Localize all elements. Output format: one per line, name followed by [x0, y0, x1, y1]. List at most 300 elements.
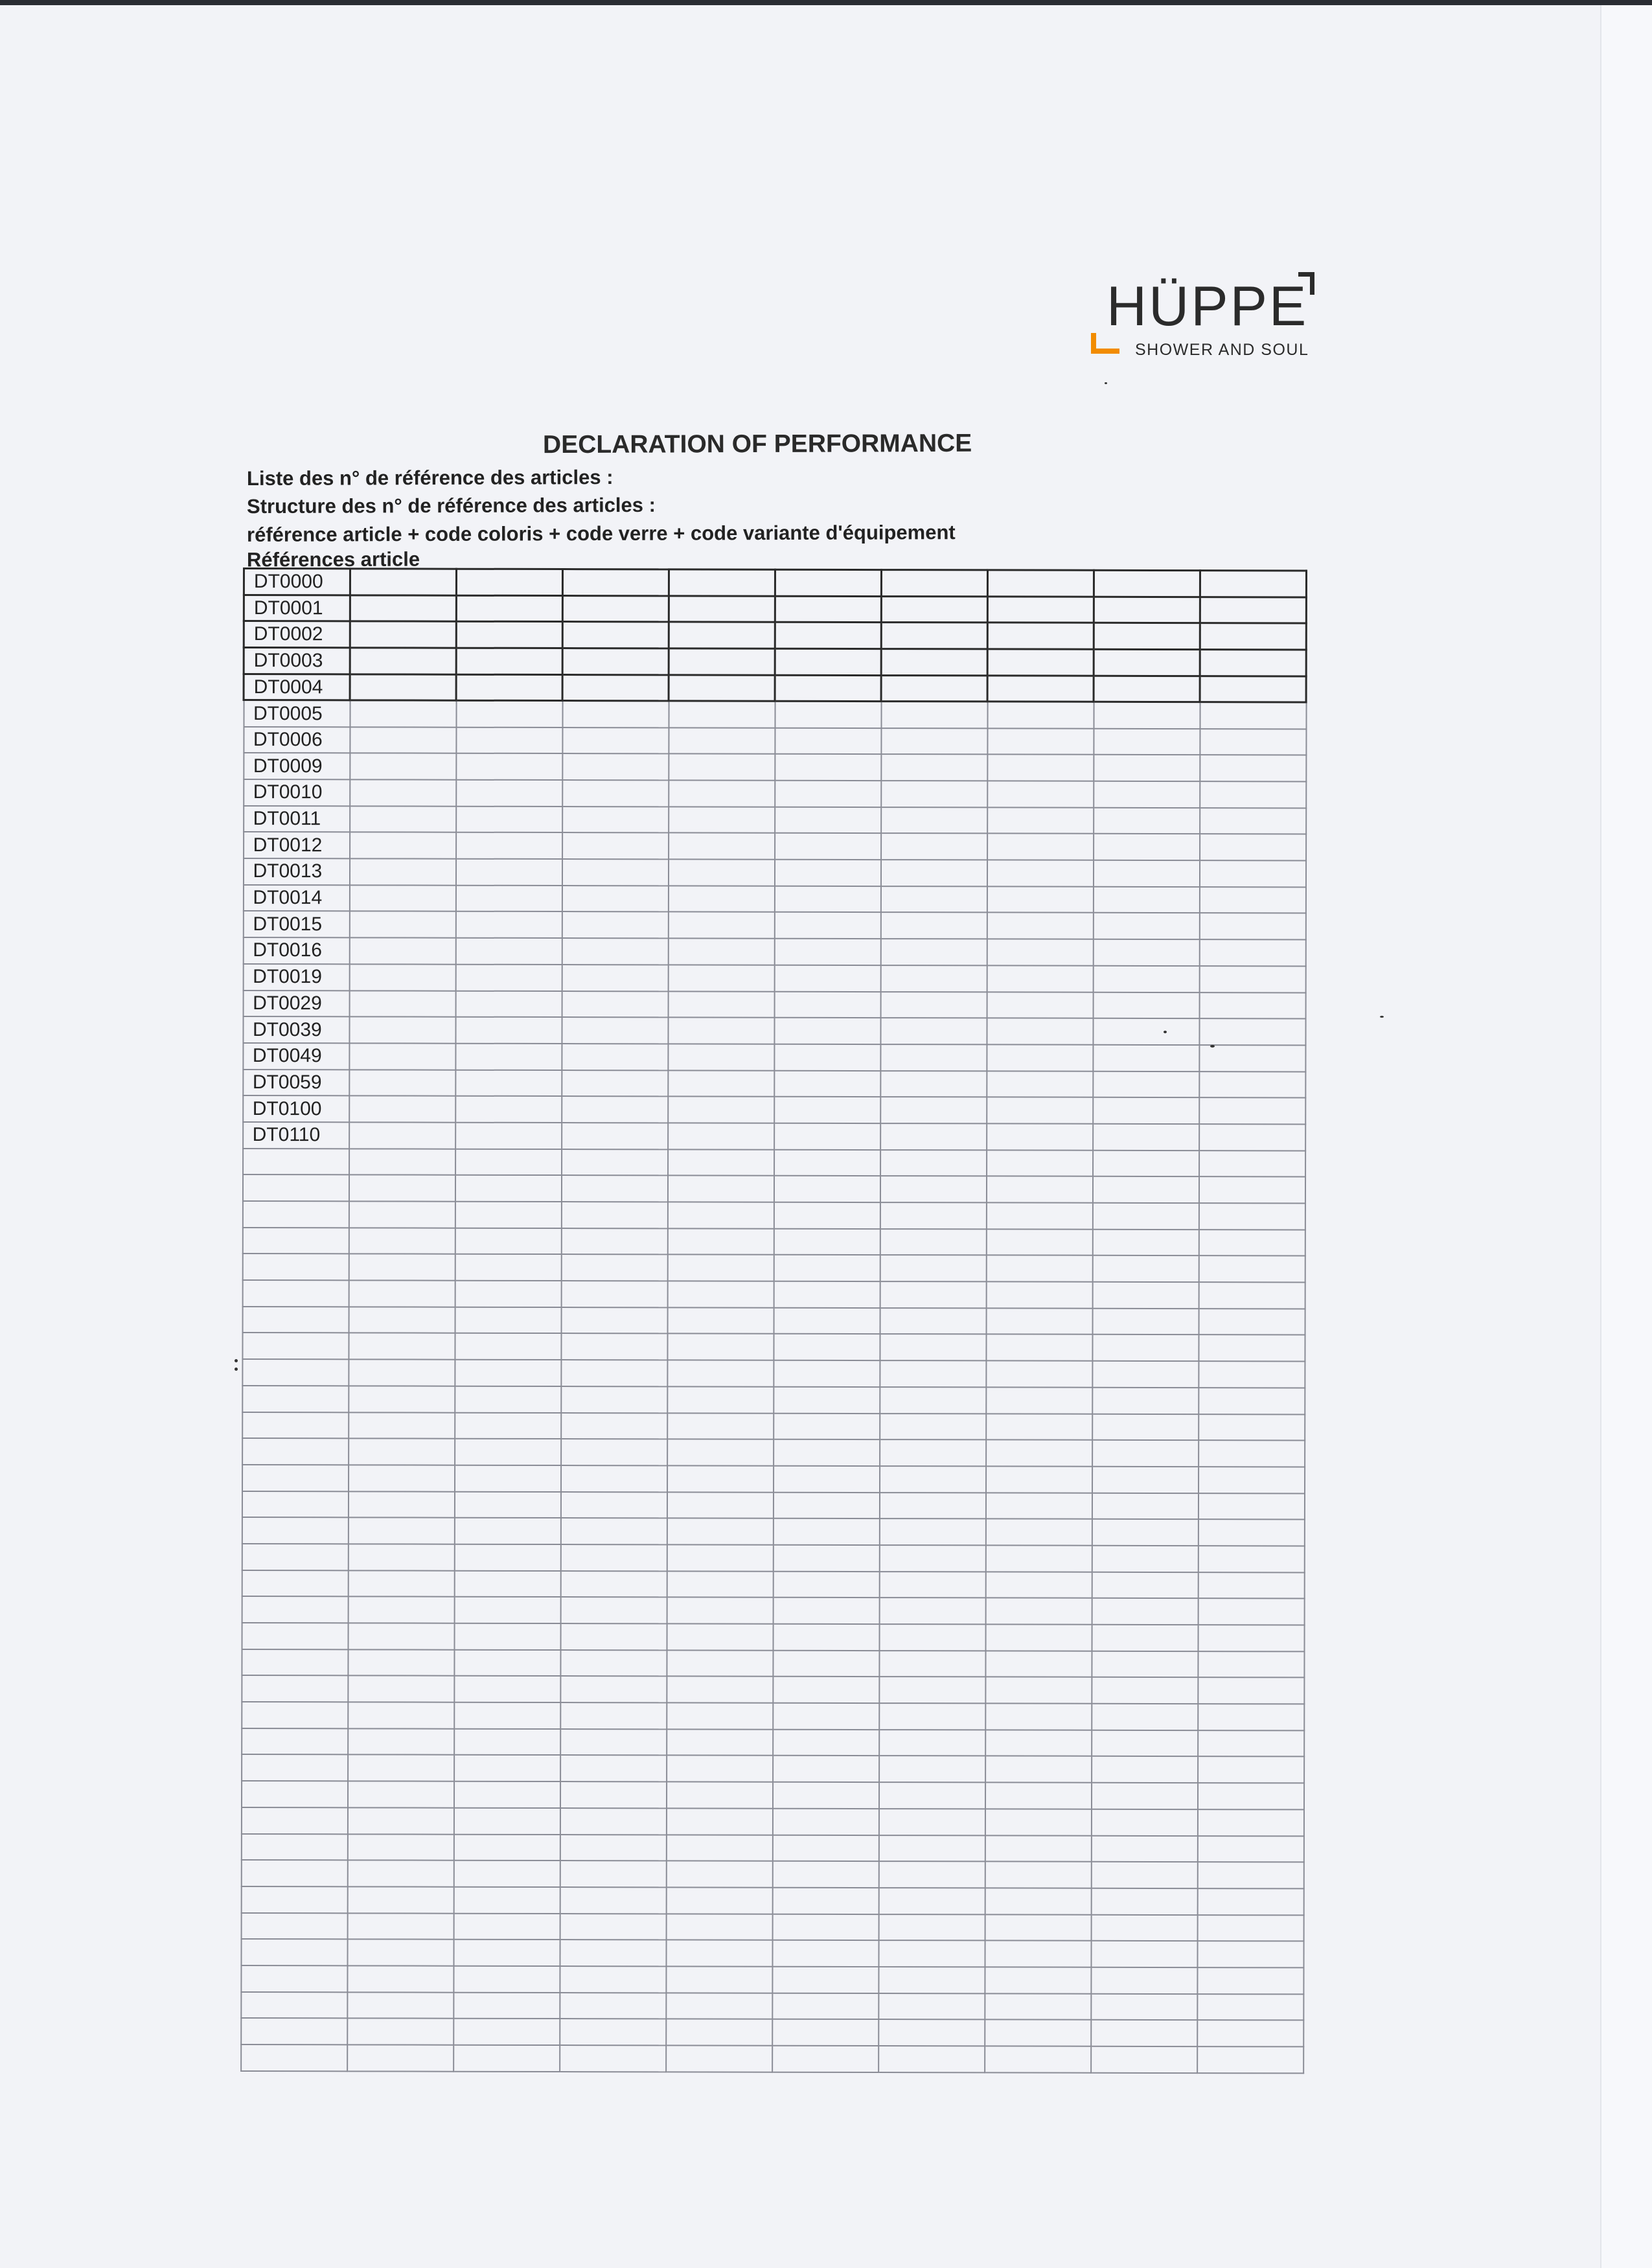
table-cell: [669, 569, 775, 596]
table-cell: [985, 1598, 1092, 1625]
table-cell: [1199, 1124, 1305, 1151]
table-cell: [669, 807, 775, 833]
table-cell: [878, 1993, 985, 2020]
article-reference-cell: [241, 2018, 347, 2045]
table-row: [242, 1333, 1305, 1361]
table-cell: [987, 728, 1094, 755]
table-cell: [561, 1281, 667, 1307]
table-cell: [774, 1070, 880, 1097]
article-reference-cell: [243, 1149, 349, 1175]
table-cell: [667, 1677, 773, 1703]
article-reference-cell: [242, 1570, 348, 1597]
table-cell: [669, 727, 775, 754]
table-cell: [561, 1386, 667, 1413]
table-cell: [561, 1202, 667, 1228]
article-reference-cell: [242, 1517, 348, 1544]
table-cell: [349, 1175, 455, 1202]
table-cell: [772, 1861, 878, 1888]
table-cell: [350, 648, 456, 674]
article-reference-cell: [242, 1254, 349, 1280]
article-reference-cell: DT0049: [243, 1043, 349, 1070]
table-cell: [349, 1412, 455, 1439]
article-reference-cell: [241, 1965, 347, 1992]
table-cell: [774, 1228, 880, 1255]
table-row: [243, 1122, 1305, 1151]
table-cell: [669, 675, 775, 702]
table-cell: [880, 1255, 986, 1281]
table-cell: [668, 1018, 774, 1044]
scan-speck: [235, 1359, 238, 1362]
article-reference-cell: DT0029: [243, 991, 349, 1017]
table-cell: [560, 1966, 666, 1993]
table-cell: [880, 1150, 987, 1176]
table-cell: [560, 1755, 667, 1781]
table-cell: [1198, 1598, 1304, 1625]
table-cell: [667, 1650, 773, 1677]
article-reference-cell: [242, 1174, 349, 1201]
table-cell: [985, 1941, 1091, 1967]
table-cell: [455, 1228, 561, 1254]
table-cell: [1092, 1598, 1198, 1625]
table-cell: [880, 1387, 986, 1414]
table-cell: [1093, 992, 1199, 1018]
table-cell: [773, 1492, 879, 1518]
table-cell: [985, 1703, 1092, 1730]
table-cell: [350, 674, 456, 701]
table-cell: [456, 701, 562, 727]
table-cell: [1198, 1625, 1304, 1651]
table-cell: [453, 1834, 560, 1861]
table-cell: [562, 780, 669, 807]
table-cell: [666, 1781, 772, 1808]
table-cell: [773, 1571, 879, 1598]
table-cell: [350, 753, 456, 780]
table-cell: [774, 965, 880, 992]
table-cell: [1199, 860, 1305, 887]
table-cell: [1091, 2046, 1197, 2073]
table-cell: [880, 1308, 986, 1334]
table-cell: [562, 701, 669, 727]
table-cell: [1092, 1388, 1199, 1414]
table-cell: [772, 2019, 878, 2046]
table-cell: [1094, 807, 1200, 834]
table-cell: [347, 1861, 453, 1887]
table-row: [242, 1596, 1304, 1625]
table-cell: [1093, 1045, 1199, 1071]
table-cell: [1093, 1124, 1199, 1151]
reference-structure-formula: référence article + code coloris + code verre + code variante d'équipement: [246, 521, 956, 546]
table-row: [244, 648, 1306, 676]
table-cell: [1094, 834, 1200, 860]
article-reference-cell: [241, 1886, 347, 1913]
table-cell: [1092, 1677, 1198, 1704]
table-cell: [774, 1360, 880, 1387]
table-cell: [454, 1623, 560, 1650]
table-cell: [562, 832, 669, 859]
table-cell: [562, 622, 669, 648]
table-cell: [986, 1308, 1092, 1334]
table-row: [244, 569, 1306, 597]
table-cell: [879, 1651, 985, 1677]
table-cell: [350, 700, 456, 727]
table-cell: [775, 754, 881, 781]
table-row: [242, 1174, 1305, 1203]
table-cell: [1092, 1519, 1198, 1546]
table-cell: [1197, 1809, 1303, 1836]
table-cell: [560, 1623, 667, 1650]
table-cell: [667, 1492, 773, 1518]
table-cell: [668, 991, 774, 1018]
table-cell: [775, 781, 881, 807]
table-cell: [669, 622, 775, 648]
table-row: [243, 858, 1305, 887]
table-cell: [987, 886, 1093, 913]
table-row: [242, 1570, 1304, 1599]
table-cell: [987, 807, 1094, 834]
table-cell: [880, 1281, 986, 1308]
table-cell: [775, 623, 881, 649]
table-cell: [881, 781, 987, 807]
table-cell: [881, 623, 987, 649]
table-cell: [667, 1228, 774, 1255]
table-cell: [878, 2019, 985, 2046]
table-cell: [349, 937, 455, 964]
table-cell: [1091, 1993, 1197, 2020]
table-cell: [1091, 2020, 1197, 2046]
table-cell: [1197, 1967, 1303, 1994]
table-cell: [667, 1386, 774, 1413]
table-cell: [985, 1519, 1092, 1546]
article-reference-table: [240, 567, 1307, 2074]
table-cell: [773, 1650, 879, 1677]
table-cell: [560, 1676, 667, 1702]
article-reference-cell: [242, 1491, 348, 1518]
table-cell: [667, 1598, 773, 1624]
table-cell: [987, 597, 1094, 623]
article-reference-cell: DT0005: [244, 700, 350, 727]
table-row: [241, 2045, 1303, 2073]
table-cell: [987, 623, 1094, 649]
table-cell: [454, 1755, 560, 1781]
table-cell: [560, 1914, 666, 1940]
table-cell: [349, 1043, 455, 1070]
table-cell: [562, 595, 669, 622]
table-cell: [348, 1544, 454, 1570]
table-cell: [1197, 2046, 1303, 2073]
table-cell: [1092, 1308, 1199, 1334]
table-cell: [667, 1756, 773, 1782]
table-cell: [562, 991, 668, 1018]
table-row: [244, 700, 1306, 729]
table-row: [242, 1702, 1304, 1730]
table-cell: [349, 858, 455, 885]
table-cell: [1199, 1071, 1305, 1098]
table-cell: [455, 885, 562, 911]
table-cell: [986, 1466, 1092, 1493]
table-cell: [987, 1044, 1093, 1071]
table-cell: [1093, 1097, 1199, 1124]
table-cell: [881, 754, 987, 781]
table-cell: [454, 1570, 560, 1597]
table-cell: [1092, 1730, 1198, 1756]
table-cell: [667, 1465, 774, 1492]
table-cell: [774, 886, 880, 912]
table-cell: [455, 1386, 561, 1412]
table-row: [242, 1359, 1305, 1388]
table-cell: [985, 1756, 1092, 1783]
table-cell: [562, 1149, 668, 1176]
table-cell: [349, 1149, 455, 1175]
table-cell: [985, 1572, 1092, 1598]
table-row: [243, 1043, 1305, 1071]
table-cell: [1093, 886, 1199, 913]
table-row: [242, 1517, 1304, 1546]
table-row: [241, 1833, 1303, 1862]
table-row: [242, 1228, 1305, 1256]
table-cell: [349, 1096, 455, 1123]
table-cell: [666, 1966, 772, 1993]
table-cell: [985, 1783, 1091, 1809]
table-row: [243, 1095, 1305, 1124]
table-cell: [1199, 939, 1305, 966]
table-cell: [456, 674, 562, 701]
table-cell: [1091, 1862, 1197, 1888]
table-row: [242, 1544, 1304, 1572]
table-cell: [453, 1940, 560, 1966]
table-cell: [1093, 939, 1199, 966]
scan-speck: [1164, 1031, 1167, 1033]
table-cell: [880, 1414, 986, 1440]
table-cell: [1092, 1361, 1199, 1388]
table-cell: [455, 1307, 561, 1333]
table-cell: [347, 1886, 453, 1913]
article-reference-cell: [242, 1307, 349, 1333]
table-cell: [562, 911, 668, 938]
table-cell: [985, 2020, 1091, 2046]
table-cell: [773, 1677, 879, 1703]
table-cell: [349, 1254, 455, 1281]
table-cell: [350, 569, 456, 595]
table-cell: [774, 1123, 880, 1150]
table-cell: [1199, 1467, 1305, 1493]
table-cell: [349, 964, 455, 991]
table-cell: [348, 1570, 454, 1597]
table-cell: [349, 991, 455, 1017]
table-cell: [666, 1808, 772, 1835]
article-reference-cell: [242, 1359, 349, 1386]
table-cell: [453, 1966, 560, 1993]
table-cell: [774, 1018, 880, 1044]
table-cell: [1200, 781, 1306, 808]
table-cell: [1199, 1176, 1305, 1203]
table-cell: [562, 1096, 668, 1123]
table-cell: [773, 1518, 879, 1545]
table-cell: [455, 991, 562, 1017]
table-cell: [667, 1544, 773, 1571]
table-row: [242, 1201, 1305, 1230]
table-cell: [456, 806, 562, 832]
article-reference-cell: DT0016: [243, 937, 349, 964]
table-cell: [880, 965, 987, 992]
article-reference-cell: [242, 1201, 349, 1228]
table-cell: [1199, 1335, 1305, 1362]
table-cell: [880, 1360, 986, 1387]
table-cell: [1197, 1888, 1303, 1915]
table-cell: [772, 1835, 878, 1861]
table-cell: [878, 1914, 985, 1941]
table-cell: [560, 1597, 667, 1623]
table-cell: [454, 1728, 560, 1755]
article-reference-cell: [242, 1649, 348, 1676]
table-cell: [455, 938, 562, 965]
table-cell: [985, 1809, 1091, 1835]
table-cell: [1094, 781, 1200, 808]
table-cell: [881, 649, 987, 676]
table-row: [244, 806, 1306, 834]
table-cell: [985, 1624, 1092, 1651]
table-cell: [774, 1439, 880, 1466]
table-cell: [1091, 1888, 1197, 1915]
table-cell: [1094, 676, 1200, 702]
table-cell: [773, 1545, 879, 1572]
table-cell: [879, 1518, 985, 1545]
table-cell: [1199, 1440, 1305, 1467]
table-cell: [987, 755, 1094, 781]
table-cell: [455, 1070, 562, 1096]
table-row: [241, 1860, 1303, 1888]
table-cell: [1094, 570, 1200, 597]
huppe-logo: [1088, 272, 1322, 363]
table-cell: [348, 1676, 454, 1702]
table-cell: [1198, 1651, 1304, 1678]
table-cell: [666, 1861, 772, 1888]
table-cell: [986, 1414, 1092, 1440]
table-cell: [560, 1940, 666, 1966]
table-cell: [455, 1096, 562, 1123]
article-reference-cell: DT0013: [243, 858, 349, 885]
article-reference-cell: [241, 1807, 347, 1834]
article-reference-cell: [242, 1465, 349, 1491]
table-row: [244, 674, 1306, 702]
table-cell: [1198, 1493, 1304, 1520]
table-cell: [987, 1071, 1093, 1097]
table-cell: [348, 1491, 454, 1518]
article-reference-cell: [242, 1728, 348, 1755]
table-cell: [880, 1466, 986, 1493]
table-row: [241, 2018, 1303, 2046]
table-cell: [1199, 1388, 1305, 1414]
table-cell: [1092, 1440, 1199, 1467]
table-cell: [774, 1413, 880, 1439]
table-cell: [347, 1992, 453, 2019]
table-cell: [985, 1835, 1091, 1862]
table-cell: [1092, 1651, 1198, 1677]
table-cell: [881, 728, 987, 755]
table-cell: [667, 1439, 774, 1466]
table-cell: [455, 1044, 562, 1070]
table-row: [242, 1728, 1304, 1757]
table-cell: [774, 1044, 880, 1071]
table-cell: [1199, 1018, 1305, 1045]
document-title: DECLARATION OF PERFORMANCE: [542, 429, 972, 459]
table-row: [243, 937, 1305, 966]
table-cell: [1092, 1282, 1199, 1309]
table-cell: [1199, 1309, 1305, 1335]
table-cell: [1092, 1414, 1199, 1440]
table-cell: [349, 1280, 455, 1307]
table-row: [242, 1649, 1304, 1678]
table-cell: [666, 1993, 772, 2019]
table-cell: [561, 1228, 667, 1255]
table-cell: [1199, 992, 1305, 1019]
table-cell: [879, 1756, 985, 1782]
article-reference-cell: [241, 1781, 347, 1807]
table-cell: [987, 676, 1094, 702]
table-cell: [562, 965, 668, 991]
table-cell: [667, 1334, 774, 1360]
table-cell: [772, 1940, 878, 1967]
table-cell: [667, 1176, 774, 1202]
table-cell: [1092, 1255, 1199, 1282]
table-cell: [879, 1677, 985, 1703]
table-cell: [455, 965, 562, 991]
table-cell: [666, 1835, 772, 1861]
table-cell: [1092, 1229, 1199, 1255]
article-reference-cell: DT0009: [244, 753, 350, 779]
table-cell: [985, 1677, 1092, 1704]
table-cell: [774, 1466, 880, 1493]
table-cell: [667, 1307, 774, 1334]
table-cell: [1092, 1756, 1198, 1783]
table-cell: [774, 939, 880, 965]
table-cell: [1200, 650, 1306, 676]
table-cell: [772, 1993, 878, 2019]
table-cell: [456, 569, 562, 595]
article-reference-cell: DT0011: [244, 806, 350, 832]
table-cell: [774, 1281, 880, 1308]
table-cell: [456, 595, 562, 622]
table-cell: [562, 1044, 668, 1070]
table-cell: [347, 2019, 453, 2045]
table-cell: [1093, 860, 1199, 887]
table-row: [242, 1386, 1305, 1414]
table-row: [241, 1965, 1303, 1994]
table-cell: [880, 1176, 986, 1202]
table-row: [242, 1675, 1304, 1704]
table-cell: [562, 938, 668, 965]
table-cell: [1093, 1150, 1199, 1176]
table-cell: [772, 1888, 878, 1914]
table-cell: [560, 1544, 667, 1571]
table-cell: [985, 1730, 1092, 1756]
table-cell: [987, 1097, 1093, 1124]
table-cell: [985, 1888, 1091, 1914]
table-cell: [1094, 597, 1200, 623]
table-cell: [1092, 1334, 1199, 1361]
table-cell: [668, 1070, 774, 1097]
table-cell: [772, 1914, 878, 1940]
table-cell: [1197, 1862, 1303, 1888]
table-row: [241, 1807, 1303, 1836]
table-cell: [1197, 1994, 1303, 2021]
table-cell: [561, 1465, 667, 1492]
table-row: [244, 621, 1306, 650]
table-cell: [772, 1967, 878, 1993]
table-cell: [879, 1624, 985, 1651]
table-cell: [1198, 1546, 1304, 1572]
article-reference-cell: DT0012: [244, 832, 350, 858]
table-cell: [668, 965, 774, 991]
